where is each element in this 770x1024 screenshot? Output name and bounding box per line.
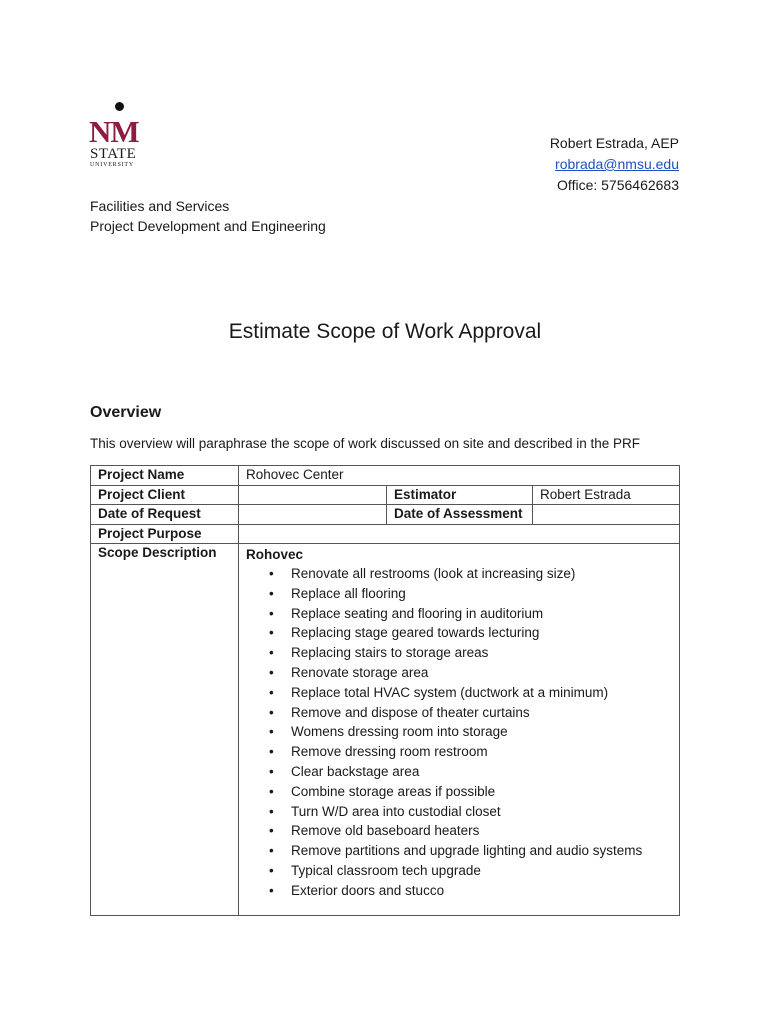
bullet-icon: • [269,823,274,839]
contact-block [550,133,679,196]
scope-description-value [239,544,680,916]
project-purpose-label: Project Purpose [91,524,239,544]
scope-item-text: Replace all flooring [291,585,406,601]
bullet-icon: • [269,645,274,661]
date-of-assessment-label: Date of Assessment [387,505,533,525]
estimator-value: Robert Estrada [533,485,680,505]
contact-name: Robert Estrada, AEP [549,135,679,151]
table-row [91,466,680,486]
scope-item-text: Turn W/D area into custodial closet [291,803,501,819]
list-item [269,861,672,881]
nmsu-logo [88,102,150,170]
contact-office: Office: 5756462683 [557,177,679,193]
scope-item-text: Exterior doors and stucco [291,882,445,898]
scope-item-text: Remove old baseboard heaters [291,823,480,839]
list-item [269,564,672,584]
bullet-icon: • [269,803,274,819]
document-title: Estimate Scope of Work Approval [228,320,542,343]
logo-nm: NM [89,114,139,149]
date-of-request-label: Date of Request [91,505,239,525]
date-of-request-value [239,505,387,525]
project-client-value [239,485,387,505]
scope-item-text: Clear backstage area [291,763,420,779]
logo-dot [115,102,124,111]
bullet-icon: • [269,724,274,740]
project-client-label: Project Client [91,485,239,505]
bullet-icon: • [269,664,274,680]
table-row [91,524,680,544]
scope-item-text: Replace seating and flooring in auditorium [291,605,544,621]
list-item [269,841,672,861]
bullet-icon: • [269,704,274,720]
scope-item-text: Remove dressing room restroom [291,744,488,760]
list-item [269,821,672,841]
list-item [269,683,672,703]
list-item [269,802,672,822]
table-row [91,544,680,916]
project-name-value: Rohovec Center [239,466,680,486]
table-row [91,505,680,525]
bullet-icon: • [269,882,274,898]
bullet-icon: • [269,763,274,779]
table-row [91,485,680,505]
bullet-icon: • [269,783,274,799]
bullet-icon: • [269,566,274,581]
list-item [269,742,672,762]
project-name-label: Project Name [91,466,239,486]
scope-item-text: Renovate storage area [291,664,429,680]
list-item [269,722,672,742]
scope-item-text: Combine storage areas if possible [291,783,496,799]
logo-state: STATE [90,146,137,162]
scope-item-text: Replacing stairs to storage areas [291,645,489,661]
estimator-label: Estimator [387,485,533,505]
scope-item-text: Womens dressing room into storage [291,724,508,740]
bullet-icon: • [269,684,274,700]
scope-item-text: Replace total HVAC system (ductwork at a minimum) [291,684,609,700]
bullet-icon: • [269,625,274,641]
bullet-icon: • [269,605,274,621]
list-item [269,782,672,802]
list-item [269,604,672,624]
department-line-2: Project Development and Engineering [90,218,326,234]
bullet-icon: • [269,744,274,760]
scope-item-text: Remove partitions and upgrade lighting and audio systems [291,843,643,859]
list-item [269,703,672,723]
scope-description-label: Scope Description [91,544,239,916]
scope-heading: Rohovec [246,547,304,562]
list-item [269,663,672,683]
scope-item-text: Remove and dispose of theater curtains [291,704,530,720]
list-item [269,643,672,663]
bullet-icon: • [269,843,274,859]
date-of-assessment-value [533,505,680,525]
list-item [269,584,672,604]
list-item [269,623,672,643]
list-item [269,881,672,901]
logo-university: UNIVERSITY [90,162,134,168]
project-purpose-value [239,524,680,544]
bullet-icon: • [269,862,274,878]
department-line-1: Facilities and Services [90,198,230,214]
scope-item-text: Renovate all restrooms (look at increasing size) [291,566,576,581]
contact-email-link[interactable]: robrada@nmsu.edu [555,156,679,172]
scope-table [90,465,680,916]
bullet-icon: • [269,585,274,601]
scope-list [246,564,672,901]
scope-item-text: Typical classroom tech upgrade [291,862,481,878]
overview-text: This overview will paraphrase the scope of work discussed on site and described in the PRF [90,436,641,451]
list-item [269,762,672,782]
department-block [90,196,326,236]
overview-heading: Overview [90,404,162,421]
scope-item-text: Replacing stage geared towards lecturing [291,625,540,641]
